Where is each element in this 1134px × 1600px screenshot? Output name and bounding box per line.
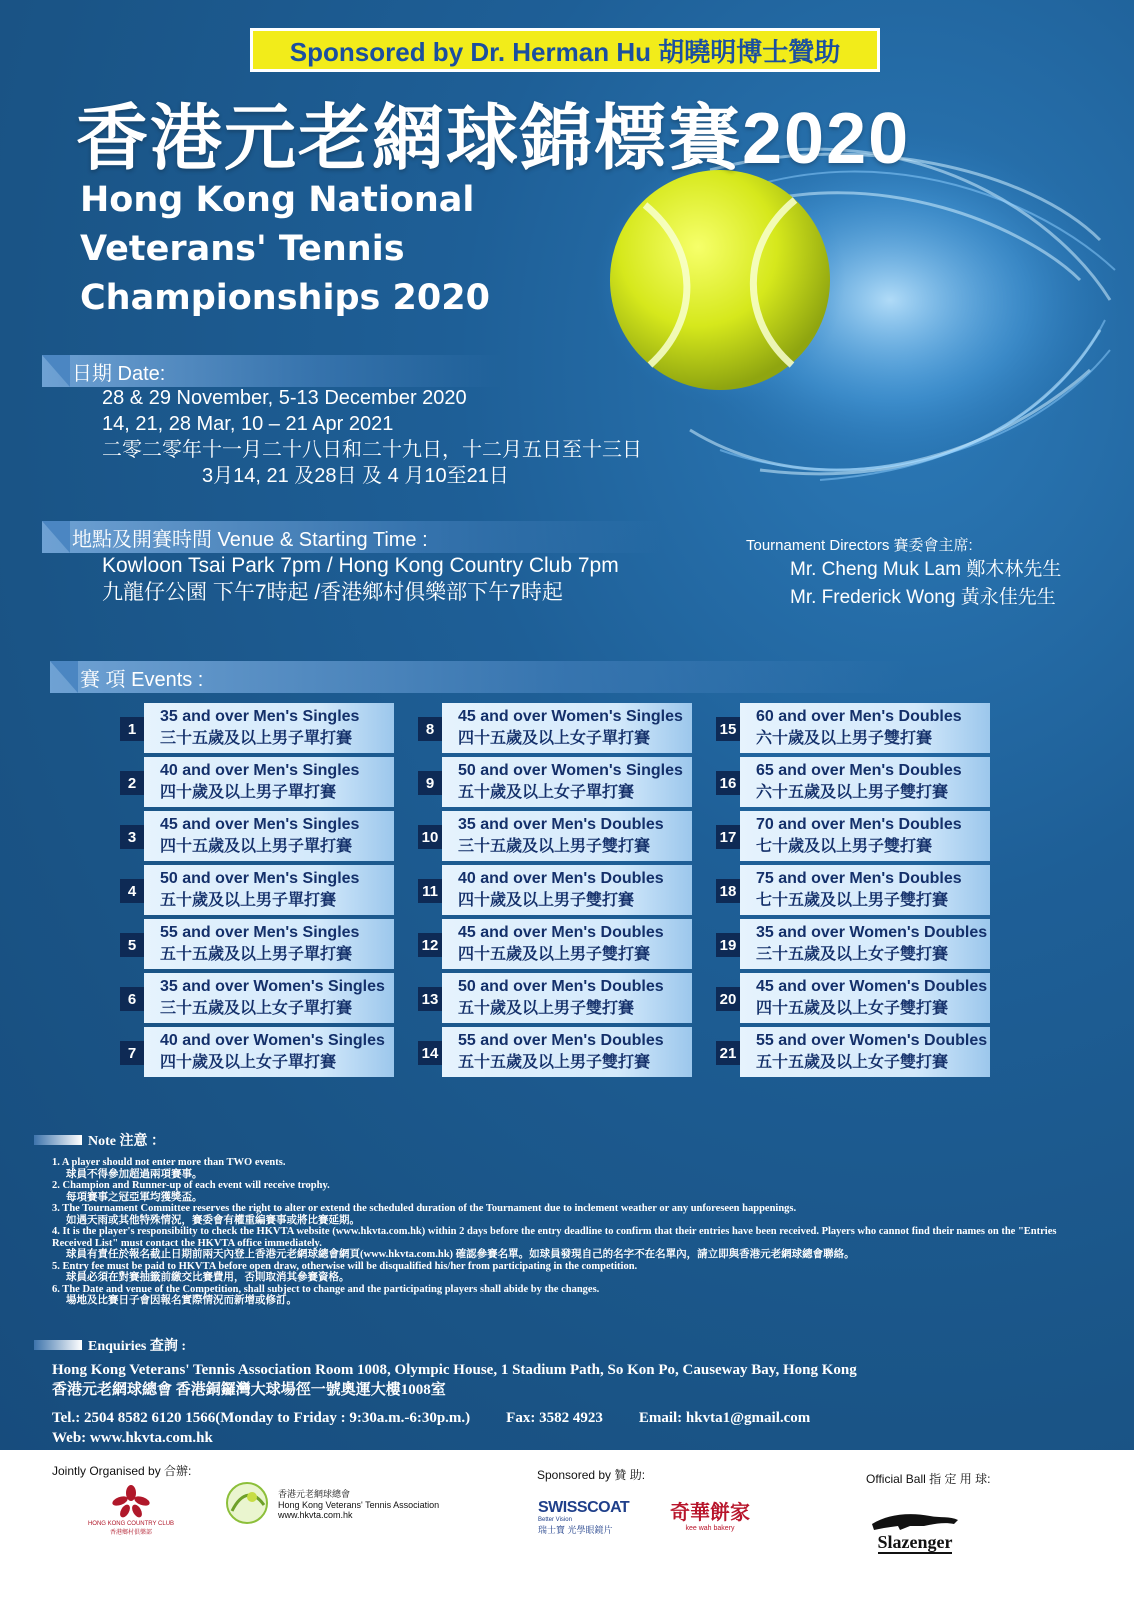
event-card: [442, 865, 692, 915]
sponsor-banner: Sponsored by Dr. Herman Hu 胡曉明博士贊助: [250, 28, 880, 72]
date-text: [102, 385, 642, 489]
event-number: 20: [716, 987, 740, 1011]
event-item: [418, 1024, 688, 1078]
notes-list: [52, 1157, 1092, 1307]
event-card: [144, 973, 394, 1023]
website-link[interactable]: Web: www.hkvta.com.hk: [52, 1430, 213, 1446]
event-name-zh: 五十五歲及以上女子雙打賽: [756, 1054, 949, 1071]
event-card: [740, 757, 990, 807]
event-name-en: 40 and over Men's Doubles: [458, 870, 664, 887]
event-card: [740, 865, 990, 915]
event-name-zh: 六十歲及以上男子雙打賽: [756, 730, 933, 747]
slazenger-logo: [860, 1502, 970, 1562]
event-number: 10: [418, 825, 442, 849]
events-heading: 賽 項 Events :: [80, 668, 204, 691]
event-number: 13: [418, 987, 442, 1011]
event-card: [144, 703, 394, 753]
event-name-en: 65 and over Men's Doubles: [756, 762, 962, 779]
event-name-en: 55 and over Men's Doubles: [458, 1032, 664, 1049]
event-name-en: 45 and over Men's Doubles: [458, 924, 664, 941]
note-item: [52, 1284, 1092, 1307]
event-name-zh: 五十歲及以上男子雙打賽: [458, 1000, 635, 1017]
contact-row: [52, 1408, 1112, 1428]
keewah-name-en: kee wah bakery: [685, 1525, 735, 1532]
event-name-en: 55 and over Women's Doubles: [756, 1032, 988, 1049]
event-number: 16: [716, 771, 740, 795]
hkvta-emblem-icon: [222, 1481, 272, 1525]
hkvta-name-en: Hong Kong Veterans' Tennis Association: [278, 1499, 440, 1510]
note-item: [52, 1157, 1092, 1180]
hkcc-name: HONG KONG COUNTRY CLUB: [87, 1520, 175, 1527]
date-line: 28 & 29 November, 5-13 December 2020: [102, 387, 467, 409]
enquiries-heading-text: Enquiries 查詢 :: [88, 1339, 187, 1354]
date-heading: 日期 Date:: [72, 362, 166, 385]
event-card: [442, 757, 692, 807]
note-text-en: 3. The Tournament Committee reserves the right to alter or extend the scheduled duration of the Tournament due to inclement weather or any unforeseen happenings.: [52, 1203, 797, 1214]
event-name-zh: 五十歲及以上女子單打賽: [458, 784, 635, 801]
event-name-en: 40 and over Men's Singles: [160, 762, 360, 779]
event-name-zh: 四十歲及以上男子單打賽: [160, 784, 337, 801]
event-name-zh: 四十五歲及以上男子雙打賽: [458, 946, 651, 963]
slazenger-name: Slazenger: [877, 1532, 953, 1552]
event-name-zh: 五十歲及以上男子單打賽: [160, 892, 337, 909]
event-number: 18: [716, 879, 740, 903]
address-chinese: 香港元老網球總會 香港銅鑼灣大球場徑一號奧運大樓1008室: [52, 1382, 446, 1398]
events-column: [120, 700, 390, 1078]
date-line: 3月14, 21 及28日 及 4 月10至21日: [202, 465, 509, 487]
event-item: [120, 808, 390, 862]
events-column: [716, 700, 986, 1078]
jointly-organised-label: Jointly Organised by 合辦:: [52, 1464, 192, 1478]
event-name-en: 50 and over Women's Singles: [458, 762, 683, 779]
event-number: 21: [716, 1041, 740, 1065]
event-number: 9: [418, 771, 442, 795]
event-name-zh: 四十五歲及以上女子單打賽: [458, 730, 651, 747]
hkcc-name-zh: 香港鄉村俱樂部: [109, 1529, 152, 1536]
event-card: [442, 811, 692, 861]
event-card: [144, 865, 394, 915]
event-number: 6: [120, 987, 144, 1011]
event-number: 15: [716, 717, 740, 741]
event-item: [418, 700, 688, 754]
event-item: [716, 754, 986, 808]
swisscoat-tagline: Better Vision: [538, 1516, 572, 1523]
tennis-ball-illustration: [560, 130, 1120, 510]
note-text-zh: 每項賽事之冠亞軍均獲獎盃。: [66, 1191, 203, 1203]
event-number: 7: [120, 1041, 144, 1065]
note-item: [52, 1203, 1092, 1226]
event-name-en: 55 and over Men's Singles: [160, 924, 360, 941]
event-card: [144, 919, 394, 969]
event-card: [740, 811, 990, 861]
event-item: [716, 700, 986, 754]
event-card: [740, 919, 990, 969]
event-item: [418, 754, 688, 808]
events-grid: [120, 700, 1020, 1090]
event-card: [144, 1027, 394, 1077]
event-name-zh: 三十五歲及以上男子雙打賽: [458, 838, 651, 855]
swisscoat-name: SWISSCOAT: [538, 1498, 630, 1516]
event-number: 2: [120, 771, 144, 795]
venue-text: [102, 552, 619, 606]
notes-heading: [34, 1130, 165, 1150]
event-item: [716, 970, 986, 1024]
swisscoat-name-zh: 瑞士寶 光學眼鏡片: [538, 1524, 613, 1535]
event-number: 17: [716, 825, 740, 849]
keewah-name-zh: 奇華餅家: [670, 1500, 750, 1524]
event-card: [442, 703, 692, 753]
event-item: [418, 970, 688, 1024]
orchid-icon: [111, 1485, 151, 1519]
event-name-en: 35 and over Men's Doubles: [458, 816, 664, 833]
event-name-zh: 三十五歲及以上女子雙打賽: [756, 946, 949, 963]
event-number: 5: [120, 933, 144, 957]
event-number: 19: [716, 933, 740, 957]
panther-icon: [870, 1510, 960, 1532]
event-name-en: 45 and over Women's Singles: [458, 708, 683, 725]
event-number: 12: [418, 933, 442, 957]
event-number: 8: [418, 717, 442, 741]
footer-logos: [0, 1450, 1134, 1600]
note-text-en: 6. The Date and venue of the Competition, shall subject to change and the participating players shall abide by the changes.: [52, 1283, 600, 1295]
telephone: Tel.: 2504 8582 6120 1566(Monday to Friday : 9:30a.m.-6:30p.m.): [52, 1410, 471, 1426]
event-name-zh: 四十歲及以上女子單打賽: [160, 1054, 337, 1071]
event-name-zh: 三十五歲及以上女子單打賽: [160, 1000, 353, 1017]
event-card: [144, 811, 394, 861]
event-item: [120, 862, 390, 916]
event-item: [120, 970, 390, 1024]
event-item: [418, 916, 688, 970]
tournament-directors: [746, 534, 1061, 611]
sponsored-by-label: Sponsored by 贊 助:: [537, 1468, 646, 1482]
event-name-zh: 五十五歲及以上男子單打賽: [160, 946, 353, 963]
event-item: [120, 1024, 390, 1078]
note-text-zh: 如遇天雨或其他特殊情況，賽委會有權重編賽事或將比賽延期。: [66, 1214, 360, 1226]
event-number: 4: [120, 879, 144, 903]
note-text-en: 5. Entry fee must be paid to HKVTA before open draw, otherwise will be disqualified his/her from participating in the competition.: [52, 1260, 638, 1272]
event-card: [740, 703, 990, 753]
event-name-zh: 四十五歲及以上男子單打賽: [160, 838, 353, 855]
venue-line: 九龍仔公園 下午7時起 /香港鄉村俱樂部下午7時起: [102, 581, 563, 604]
event-card: [740, 973, 990, 1023]
hkvta-logo: [222, 1478, 462, 1528]
enquiries-details: [52, 1360, 1112, 1448]
venue-heading: 地點及開賽時間 Venue & Starting Time :: [72, 528, 428, 551]
event-card: [144, 757, 394, 807]
keewah-logo: [660, 1494, 760, 1534]
date-heading-bar: [42, 355, 502, 387]
event-name-zh: 七十五歲及以上男子雙打賽: [756, 892, 949, 909]
event-name-zh: 六十五歲及以上男子雙打賽: [756, 784, 949, 801]
event-name-en: 35 and over Women's Doubles: [756, 924, 988, 941]
director-name: Mr. Cheng Muk Lam 鄭木林先生: [790, 559, 1062, 580]
note-item: [52, 1180, 1092, 1203]
event-item: [418, 808, 688, 862]
event-name-en: 50 and over Men's Singles: [160, 870, 360, 887]
notes-heading-text: Note 注意 ：: [88, 1134, 165, 1149]
note-text-zh: 球員有責任於報名截止日期前兩天內登上香港元老網球總會網頁(www.hkvta.com.hk) 確認參賽名單。如球員發現自己的名字不在名單內，請立即與香港元老網球總會聯絡。: [66, 1249, 855, 1260]
event-name-en: 45 and over Women's Doubles: [756, 978, 988, 995]
event-item: [716, 1024, 986, 1078]
event-card: [442, 973, 692, 1023]
title-english: [80, 176, 640, 323]
event-name-en: 35 and over Men's Singles: [160, 708, 360, 725]
date-line: 14, 21, 28 Mar, 10 – 21 Apr 2021: [102, 413, 394, 435]
address-english: Hong Kong Veterans' Tennis Association Room 1008, Olympic House, 1 Stadium Path, So Kon Po, Causeway Bay, Hong Kong: [52, 1362, 857, 1378]
title-chinese: 香港元老網球錦標賽2020: [76, 99, 911, 179]
events-heading-bar: [50, 661, 910, 693]
event-number: 14: [418, 1041, 442, 1065]
event-item: [120, 754, 390, 808]
event-number: 1: [120, 717, 144, 741]
event-name-zh: 七十歲及以上男子雙打賽: [756, 838, 933, 855]
event-item: [120, 700, 390, 754]
events-column: [418, 700, 688, 1078]
event-name-zh: 四十五歲及以上女子雙打賽: [756, 1000, 949, 1017]
event-card: [442, 919, 692, 969]
event-item: [418, 862, 688, 916]
event-name-zh: 四十歲及以上男子雙打賽: [458, 892, 635, 909]
date-line: 二零二零年十一月二十八日和二十九日，十二月五日至十三日: [102, 439, 642, 461]
event-item: [716, 916, 986, 970]
note-text-zh: 球員必須在對賽抽籤前繳交比賽費用，否則取消其參賽資格。: [66, 1272, 350, 1283]
note-text-zh: 場地及比賽日子會因報名實際情況而新增或修訂。: [66, 1295, 297, 1306]
event-name-en: 70 and over Men's Doubles: [756, 816, 962, 833]
director-name: Mr. Frederick Wong 黃永佳先生: [790, 587, 1056, 608]
event-name-en: 35 and over Women's Singles: [160, 978, 385, 995]
note-text-en: 4. It is the player's responsibility to check the HKVTA website (www.hkvta.com.hk) within 2 days before the entry deadline to confirm that their entries have been received. Players who cannot find their names on the "Entries Received List" must contact the HKVTA office immediately.: [52, 1226, 1057, 1249]
event-card: [740, 1027, 990, 1077]
official-ball-label: Official Ball 指 定 用 球:: [866, 1472, 991, 1486]
venue-line: Kowloon Tsai Park 7pm / Hong Kong Country Club 7pm: [102, 554, 619, 577]
note-item: [52, 1226, 1092, 1261]
event-number: 3: [120, 825, 144, 849]
note-text-en: 2. Champion and Runner-up of each event will receive trophy.: [52, 1180, 330, 1191]
email-link[interactable]: Email: hkvta1@gmail.com: [638, 1410, 811, 1426]
hkvta-web: www.hkvta.com.hk: [278, 1509, 353, 1520]
event-name-en: 75 and over Men's Doubles: [756, 870, 962, 887]
event-name-zh: 五十五歲及以上男子雙打賽: [458, 1054, 651, 1071]
heading-bar-decoration: [34, 1135, 82, 1145]
event-name-en: 60 and over Men's Doubles: [756, 708, 962, 725]
hkcc-logo: [76, 1480, 186, 1540]
swisscoat-logo: [538, 1492, 638, 1542]
title-english-line: Veterans' Tennis: [80, 229, 405, 269]
event-name-en: 50 and over Men's Doubles: [458, 978, 664, 995]
title-english-line: Championships 2020: [80, 278, 490, 318]
heading-bar-decoration: [34, 1340, 82, 1350]
event-name-zh: 三十五歲及以上男子單打賽: [160, 730, 353, 747]
event-number: 11: [418, 879, 442, 903]
event-item: [716, 808, 986, 862]
event-item: [716, 862, 986, 916]
event-item: [120, 916, 390, 970]
directors-title: Tournament Directors 賽委會主席:: [746, 537, 973, 554]
event-name-en: 45 and over Men's Singles: [160, 816, 360, 833]
enquiries-heading: [34, 1335, 186, 1355]
venue-heading-bar: [42, 521, 662, 553]
event-name-en: 40 and over Women's Singles: [160, 1032, 385, 1049]
note-text-zh: 球員不得參加超過兩項賽事。: [66, 1168, 203, 1180]
title-english-line: Hong Kong National: [80, 180, 475, 220]
event-card: [442, 1027, 692, 1077]
note-text-en: 1. A player should not enter more than TWO events.: [52, 1157, 286, 1168]
hkvta-name-zh: 香港元老網球總會: [278, 1488, 351, 1499]
note-item: [52, 1261, 1092, 1284]
fax: Fax: 3582 4923: [506, 1410, 603, 1426]
